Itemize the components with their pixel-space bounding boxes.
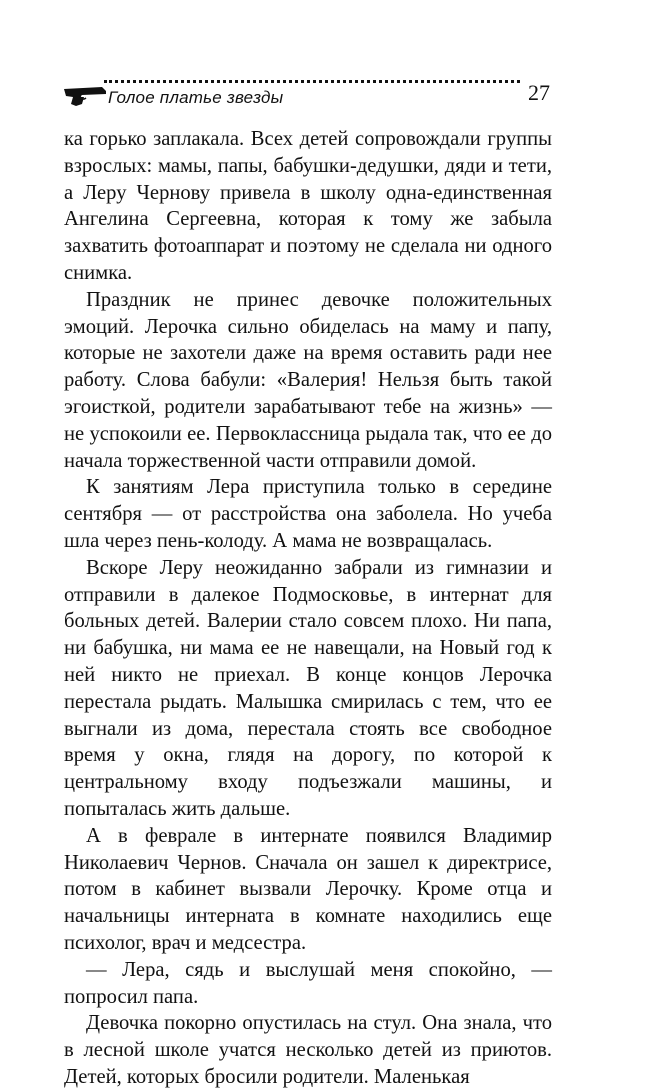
paragraph: Вскоре Леру неожиданно забрали из гимназии и отправили в далекое Подмосковье, в интернат для больных детей. Валерии стало совсем плохо. Ни папа, ни бабушка, ни мама ее не навещали, на Новый год к ней никто не приехал. В конце концов Лерочка перестала рыдать. Малышка смирилась с тем, что ее выгнали из дома, перестала стоять все свободное время у окна, глядя на дорогу, по которой к центральному входу подъезжали машины, и попыталась жить дальше. — [64, 556, 552, 820]
paragraph: Праздник не принес девочке положительных эмоций. Лерочка сильно обиделась на маму и папу, которые не захотели даже на время оставить ради нее работу. Слова бабули: «Валерия! Нельзя быть такой эгоисткой, родители зарабатывают тебе на жизнь» — не успокоили ее. Первоклассница рыдала так, что ее до начала торжественной части отправили домой. — [64, 288, 552, 472]
paragraph: — Лера, сядь и выслушай меня спокойно, — попросил папа. — [64, 958, 552, 1008]
paragraph: А в феврале в интернате появился Владимир Николаевич Чернов. Сначала он зашел к директрисе, потом в кабинет вызвали Лерочку. Кроме отца и начальницы интерната в комнате находились еще психолог, врач и медсестра. — [64, 824, 552, 954]
pistol-icon — [62, 82, 110, 108]
paragraph: К занятиям Лера приступила только в середине сентября — от расстройства она заболела. Но учеба шла через пень-колоду. А мама не возвращалась. — [64, 476, 552, 552]
dotted-rule — [104, 80, 520, 83]
paragraph: ка горько заплакала. Всех детей сопровождали группы взрослых: мамы, папы, бабушки-дедушки, дяди и тети, а Леру Чернову привела в школу одна-единственная Ангелина Сергеевна, которая к тому же забыла захватить фотоаппарат и поэтому не сделала ни одного снимка. — [64, 128, 552, 284]
paragraph: Девочка покорно опустилась на стул. Она знала, что в лесной школе учатся несколько детей из приютов. Детей, которых бросили родители. Маленькая — [64, 1012, 552, 1088]
body-text — [64, 126, 552, 1091]
running-title: Голое платье звезды — [108, 88, 284, 107]
running-header — [62, 74, 562, 114]
page-number: 27 — [528, 80, 550, 105]
